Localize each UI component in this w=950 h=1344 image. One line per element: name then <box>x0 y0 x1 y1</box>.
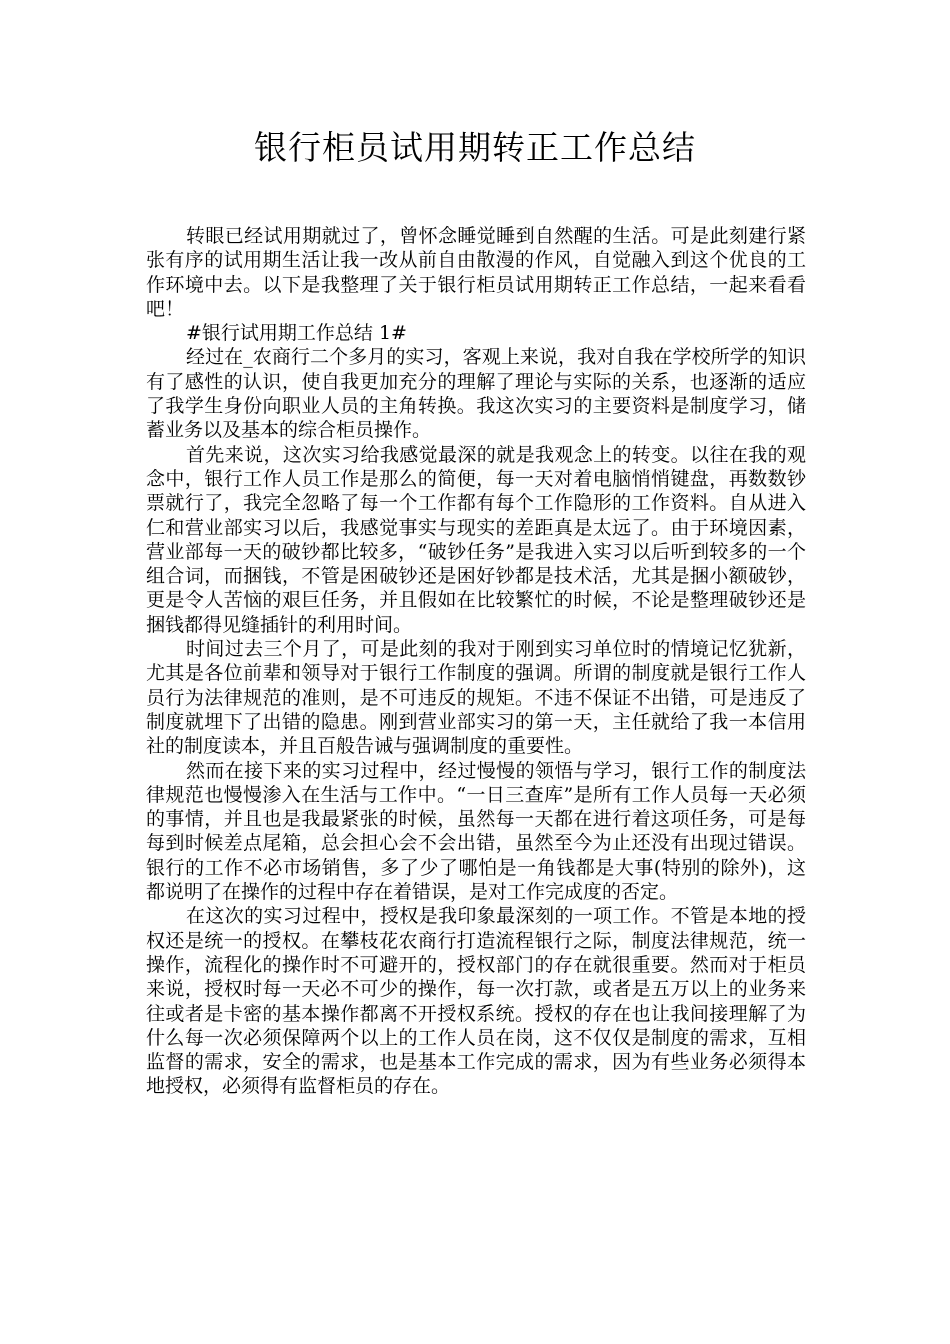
paragraph: 经过在_农商行二个多月的实习，客观上来说，我对自我在学校所学的知识有了感性的认识，使自我更加充分的理解了理论与实际的关系，也逐渐的适应了我学生身份向职业人员的主角转换。我这次实习的主要资料是制度学习，储蓄业务以及基本的综合柜员操作。 <box>146 346 806 442</box>
paragraph: 然而在接下来的实习过程中，经过慢慢的领悟与学习，银行工作的制度法律规范也慢慢渗入在生活与工作中。“一日三查库”是所有工作人员每一天必须的事情，并且也是我最紧张的时候，虽然每一天都在进行着这项任务，可是每每到时候差点尾箱，总会担心会不会出错，虽然至今为止还没有出现过错误。银行的工作不必市场销售，多了少了哪怕是一角钱都是大事(特别的除外)，这都说明了在操作的过程中存在着错误，是对工作完成度的否定。 <box>146 759 806 904</box>
document-title: 银行柜员试用期转正工作总结 <box>254 128 696 167</box>
document-body <box>146 224 806 1099</box>
section-heading: #银行试用期工作总结 1# <box>186 322 407 345</box>
paragraph: 在这次的实习过程中，授权是我印象最深刻的一项工作。不管是本地的授权还是统一的授权。在攀枝花农商行打造流程银行之际，制度法律规范，统一操作，流程化的操作时不可避开的，授权部门的存在就很重要。然而对于柜员来说，授权时每一天必不可少的操作，每一次打款，或者是五万以上的业务来往或者是卡密的基本操作都离不开授权系统。授权的存在也让我间接理解了为什么每一次必须保障两个以上的工作人员在岗，这不仅仅是制度的需求，互相监督的需求，安全的需求，也是基本工作完成的需求，因为有些业务必须得本地授权，必须得有监督柜员的存在。 <box>146 905 806 1098</box>
paragraph: 首先来说，这次实习给我感觉最深的就是我观念上的转变。以往在我的观念中，银行工作人员工作是那么的简便，每一天对着电脑悄悄键盘，再数数钞票就行了，我完全忽略了每一个工作都有每个工作隐形的工作资料。自从进入仁和营业部实习以后，我感觉事实与现实的差距真是太远了。由于环境因素，营业部每一天的破钞都比较多，“破钞任务”是我进入实习以后听到较多的一个组合词，而捆钱，不管是困破钞还是困好钞都是技术活，尤其是捆小额破钞，更是令人苦恼的艰巨任务，并且假如在比较繁忙的时候，不论是整理破钞还是捆钱都得见缝插针的利用时间。 <box>146 443 806 636</box>
paragraph-intro: 转眼已经试用期就过了，曾怀念睡觉睡到自然醒的生活。可是此刻建行紧张有序的试用期生活让我一改从前自由散漫的作风，自觉融入到这个优良的工作环境中去。以下是我整理了关于银行柜员试用期转正工作总结，一起来看看吧！ <box>146 225 806 320</box>
paragraph: 时间过去三个月了，可是此刻的我对于刚到实习单位时的情境记忆犹新，尤其是各位前辈和领导对于银行工作制度的强调。所谓的制度就是银行工作人员行为法律规范的准则，是不可违反的规矩。不违不保证不出错，可是违反了制度就埋下了出错的隐患。刚到营业部实习的第一天，主任就给了我一本信用社的制度读本，并且百般告诫与强调制度的重要性。 <box>146 638 806 758</box>
